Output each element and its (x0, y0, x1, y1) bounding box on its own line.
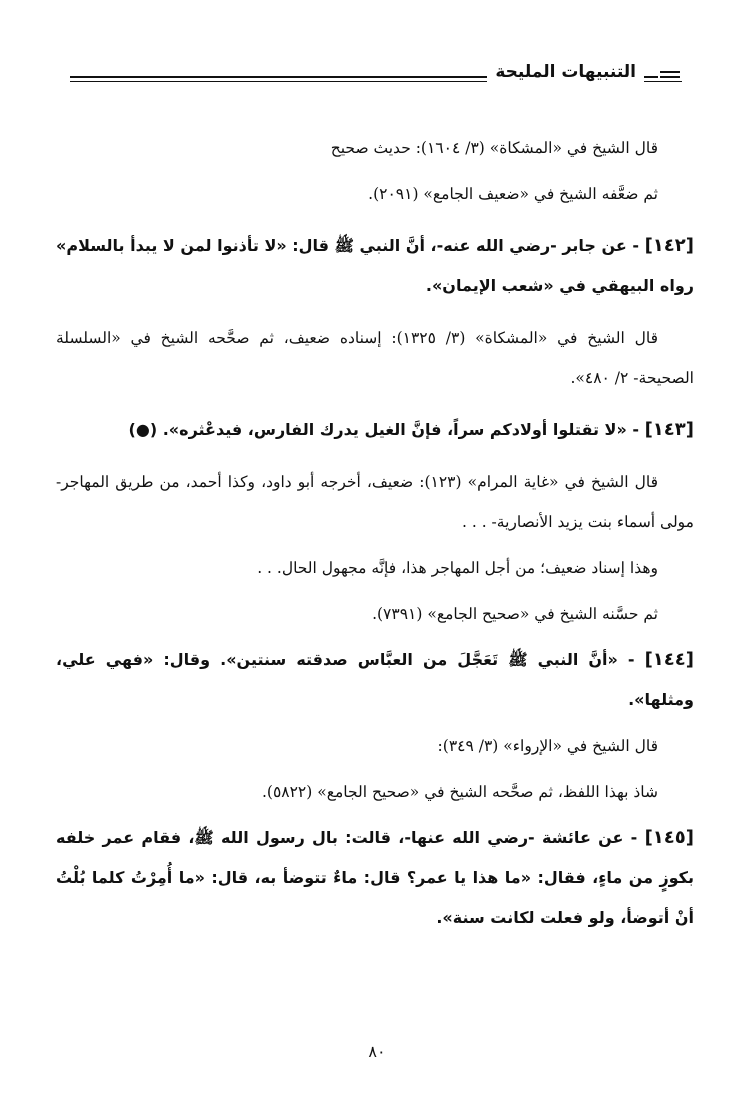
hadith-paragraph (56, 640, 694, 720)
commentary-paragraph: قال الشيخ في «غاية المرام» (١٢٣): ضعيف، أخرجه أبو داود، وكذا أحمد، من طريق المهاجر- مولى أسماء بنت يزيد الأنصارية- . . . (56, 473, 694, 531)
hadith-paragraph (56, 410, 694, 450)
commentary-paragraph: شاذ بهذا اللفظ، ثم صحَّحه الشيخ في «صحيح الجامع» (٥٨٢٢). (261, 783, 658, 801)
hadith-number: [١٤٥] (644, 827, 694, 848)
hadith-paragraph (56, 226, 694, 306)
hadith-number: [١٤٤] (644, 649, 694, 670)
hadith-number: [١٤٣] (644, 419, 694, 440)
commentary-paragraph: ثم حسَّنه الشيخ في «صحيح الجامع» (٧٣٩١). (372, 605, 658, 623)
commentary-paragraph: قال الشيخ في «المشكاة» (٣/ ١٣٢٥): إسناده ضعيف، ثم صحَّحه الشيخ في «السلسلة الصحيحة- ٢/ ٤٨٠». (56, 329, 694, 387)
commentary-paragraph: قال الشيخ في «المشكاة» (٣/ ١٦٠٤): حديث صحيح (330, 139, 658, 157)
hadith-text: - «لا تقتلوا أولادكم سراً، فإنَّ الغيل يدرك الفارس، فيدعْثره». (●) (128, 420, 645, 439)
hadith-paragraph (56, 818, 694, 938)
running-title: التنبيهات المليحة (487, 62, 644, 82)
commentary-paragraph: قال الشيخ في «الإرواء» (٣/ ٣٤٩): (437, 737, 658, 755)
header-ornament (658, 68, 682, 81)
page-body (56, 128, 694, 938)
commentary-paragraph: ثم ضعَّفه الشيخ في «ضعيف الجامع» (٢٠٩١). (368, 185, 658, 203)
hadith-text: - «أنَّ النبي ﷺ تَعَجَّلَ من العبَّاس صدقته سنتين». وقال: «فهي علي، ومثلها». (56, 650, 694, 709)
hadith-number: [١٤٢] (644, 235, 694, 256)
page-header (70, 62, 682, 88)
commentary-paragraph: وهذا إسناد ضعيف؛ من أجل المهاجر هذا، فإنَّه مجهول الحال. . . (257, 559, 658, 577)
page-number: ٨٠ (368, 1042, 386, 1061)
hadith-text: - عن جابر -رضي الله عنه-، أنَّ النبي ﷺ قال: «لا تأذنوا لمن لا يبدأ بالسلام» رواه البيهقي في «شعب الإيمان». (56, 236, 694, 295)
hadith-text: - عن عائشة -رضي الله عنها-، قالت: بال رسول الله ﷺ، فقام عمر خلفه بكوزٍ من ماءٍ، فقال: «ما هذا يا عمر؟ قال: ماءٌ تتوضأ به، قال: «ما أُمِرْتُ كلما بُلْتُ أنْ أتوضأ، ولو فعلت لكانت سنة». (56, 828, 694, 927)
